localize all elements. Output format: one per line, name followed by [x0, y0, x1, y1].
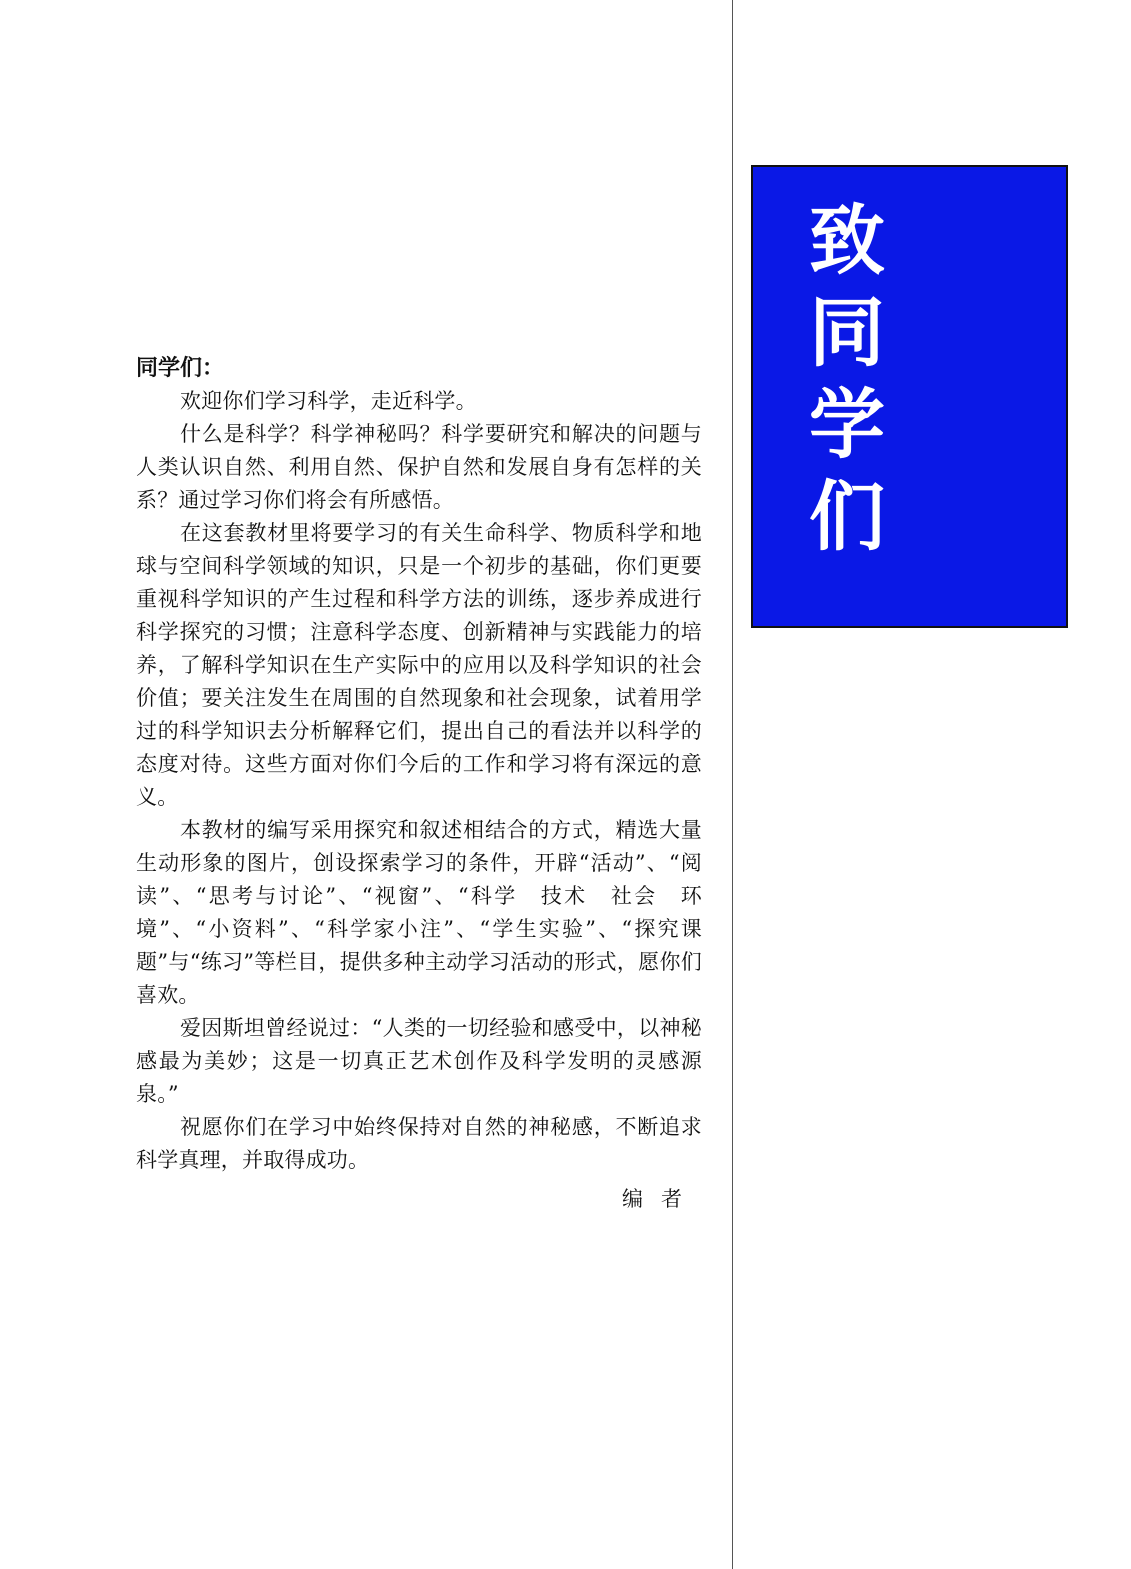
letter-paragraph-4: 本教材的编写采用探究和叙述相结合的方式，精选大量生动形象的图片，创设探索学习的条件，开辟“活动”、“阅读”、“思考与讨论”、“视窗”、“科学 技术 社会 环境”、“小资料”、“科学家小注”、“学生实验”、“探究课题”与“练习”等栏目，提供多种主动学习活动的形式，愿你们喜欢。 — [136, 818, 702, 1007]
letter-signature: 编者 — [622, 1187, 700, 1211]
letter-paragraph-3: 在这套教材里将要学习的有关生命科学、物质科学和地球与空间科学领域的知识，只是一个初步的基础，你们更要重视科学知识的产生过程和科学方法的训练，逐步养成进行科学探究的习惯；注意科学态度、创新精神与实践能力的培养，了解科学知识在生产实际中的应用以及科学知识的社会价值；要关注发生在周围的自然现象和社会现象，试着用学过的科学知识去分析解释它们，提出自己的看法并以科学的态度对待。这些方面对你们今后的工作和学习将有深远的意义。 — [136, 521, 702, 809]
title-char-men: 们 — [809, 472, 885, 561]
title-box — [751, 165, 1068, 628]
letter-paragraph-5: 爱因斯坦曾经说过：“人类的一切经验和感受中，以神秘感最为美妙；这是一切真正艺术创作及科学发明的灵感源泉。” — [136, 1016, 702, 1106]
letter-body — [136, 352, 702, 1177]
letter-paragraph-1: 欢迎你们学习科学，走近科学。 — [180, 389, 477, 413]
page-divider-line — [732, 0, 733, 1569]
letter-greeting: 同学们： — [136, 356, 225, 381]
title-char-zhi: 致 — [809, 196, 885, 285]
title-char-tong: 同 — [809, 288, 885, 377]
title-char-xue: 学 — [809, 380, 885, 469]
letter-paragraph-2: 什么是科学？科学神秘吗？科学要研究和解决的问题与人类认识自然、利用自然、保护自然和发展自身有怎样的关系？通过学习你们将会有所感悟。 — [136, 422, 702, 512]
letter-paragraph-6: 祝愿你们在学习中始终保持对自然的神秘感，不断追求科学真理，并取得成功。 — [136, 1115, 702, 1172]
